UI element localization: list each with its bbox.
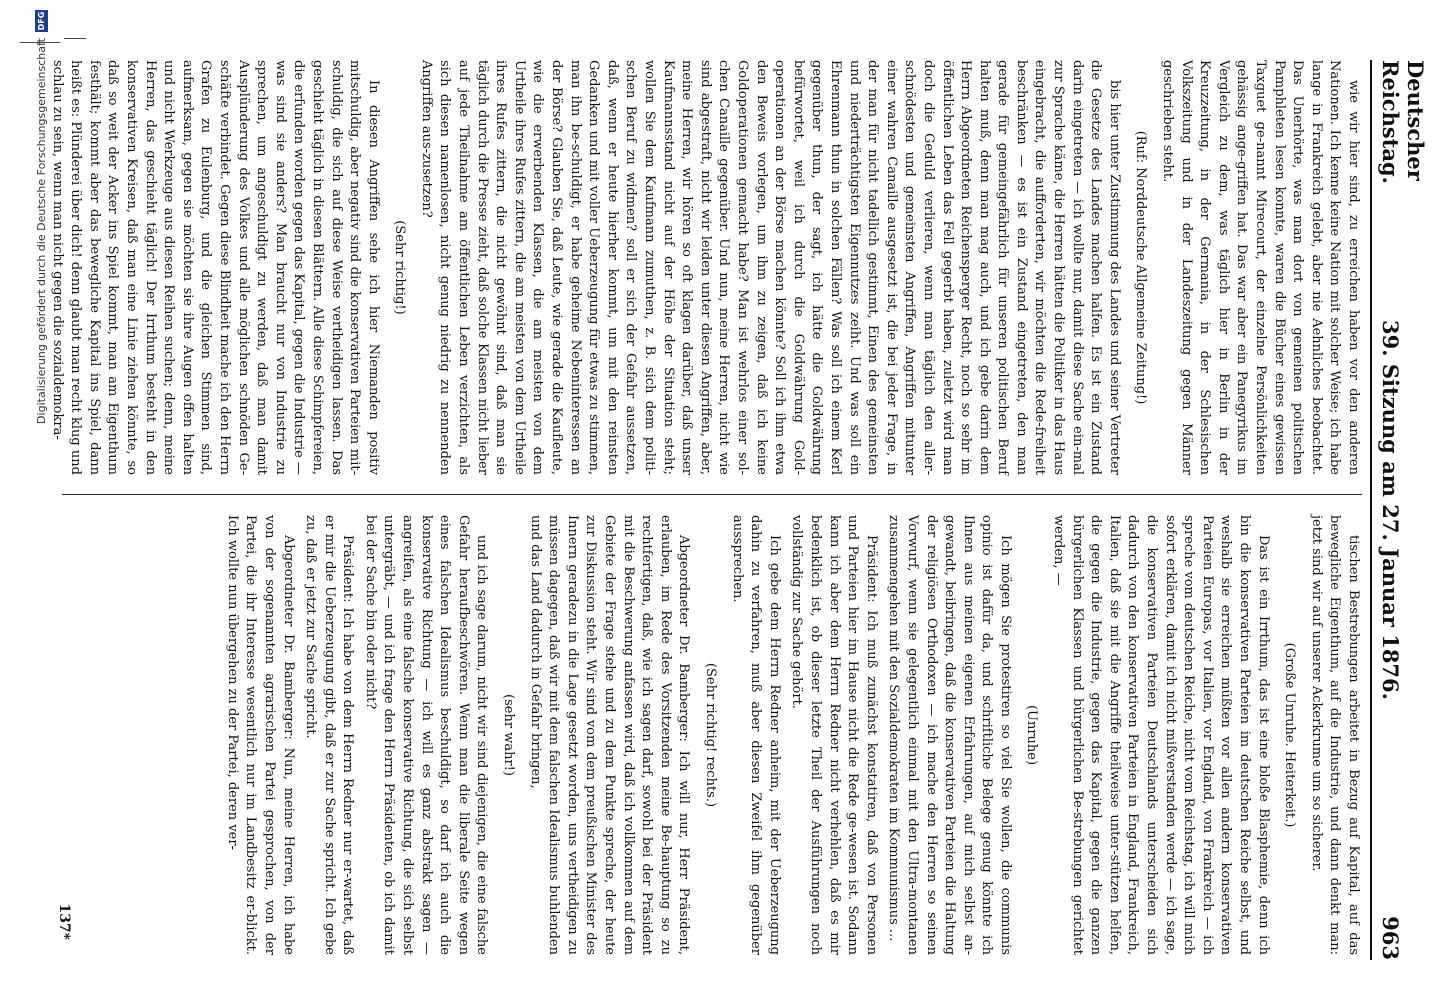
paragraph: Abgeordneter Dr. Bamberger: Nun, meine Herren, ich habe von der sogenannten agrarischen Partei gesprochen, von der Partei, die ihr Interesse wesentlich nur im Landbesitz er-blickt. Ich wollte nun übergehen zu der Partei, deren ver-	[224, 515, 296, 955]
paragraph: Präsident: Ich habe von dem Herrn Redner nur er-wartet, daß er mir die Ueberzeugung gibt, daß er zur Sache spricht. Ich gebe zu, daß er jetzt zur Sache spricht.	[303, 515, 356, 955]
dfg-logo-icon: DFG	[36, 11, 46, 31]
interjection: (Große Unruhe. Heiterkeit.)	[1282, 642, 1298, 828]
column-divider	[62, 494, 1362, 495]
right-column	[62, 515, 1362, 955]
paragraph: In diesen Angriffen sehe ich hier Niemanden positiv mitschuldig, aber negativ sind die konservativen Parteien mit-schuldig, die sich auf diese Weise vertheidigen lassen. Das geschieht täglich in diesen Blättern. Alle diese Schimpfereien, die erfunden worden gegen das Kapital, gegen die Industrie — was sind sie anders? Man braucht nur von Industrie zu sprechen, um angeschuldigt zu werden, daß man damit Ausplünderung des Volkes und alle möglichen schnöden Ge-schäfte verbindet. Gegen diese Blindheit mache ich den Herrn Grafen zu Eulenburg, und die gleichen Stimmen sind, aufmerksam, gegen sie möchten sie ihre Augen offen halten und nicht Werkzeuge aus diesen Reihen suchen; denn, meine Herren, das geschieht täglich! Der Irrthum besteht in den konservativen Kreisen, daß man eine Linie ziehen könnte, so daß so weit der Acker ins Spiel kommt, man am Eigenthum festhält; kommt aber das bewegliche Kapital ins Spiel, dann heißt es: Plünderei über dich! denn glaubt man recht klug und schlau zu sein, wenn man nicht gegen die sozialdemokra-	[49, 60, 381, 475]
left-column	[49, 60, 1362, 475]
interjection: (sehr wahr!)	[501, 694, 517, 776]
page-number: 963	[1378, 916, 1403, 960]
interjection: (Sehr richtig! rechts.)	[703, 662, 718, 808]
page-header	[1370, 60, 1428, 960]
interjection: (Ruf: Norddeutsche Allgemeine Zeitung!)	[1133, 130, 1149, 405]
paragraph: Ich gebe dem Herrn Redner anheim, mit der Ueberzeugung dahin zu verfahren, muß aber diesen Zweifel ihm gegenüber aussprechen.	[729, 515, 782, 955]
paragraph: bis hier unter Zustimmung des Landes und seiner Vertreter die Gesetze des Landes machen halfen. Es ist ein Zustand darin eingetreten — ich wollte nur, damit diese Sache ein-mal zur Sprache käme, die Herren hätten die Politiker in das Haus eingebracht, die aufforderten, wir möchten die Rede-freiheit beschränken — es ist ein Zustand eingetreten, den man gerade für gemeingefährlich für unseren politischen Beruf halten muß, denn man mag auch, und ich gebe darin dem Herrn Abgeordneten Reichensperger Recht, noch so sehr im öffentlichen Leben das Fell gegerbt haben, zuletzt wird man doch die Geduld verlieren, wenn man täglich den aller-schnödesten und gemeinsten Angriffen, Angriffen mitunter einer wahren Canaille ausgesetzt ist, die bei jeder Frage, in der man für nicht tadellich gestimmt, Einen des gemeinsten und niederträchtigsten Eigennutzes zeiht. Und was soll ein Ehrenmann thun in solchen Fällen? Was soll ich einem Kerl gegenüber thun, der sagt, ich hätte die Goldwährung befürwortet, weil ich durch die Goldwährung Gold-operationen an der Börse machen könnte? Soll ich ihm etwa den Beweis vorlegen, um ihm zu zeigen, daß ich keine Goldoperationen gemacht habe? Man ist wehrlos einer sol-chen Canaille gegenüber. Und nun, meine Herren, nicht wie sind abgestraft, nicht wir leiden unter diesen Angriffen, aber, meine Herren, wir hören so oft klagen darüber, daß unser Kaufmannsstand nicht auf der Höhe der Situation steht; wollen Sie dem Kaufmann zumuthen, z. B. sich dem politi-schen Beruf zu widmen? soll er sich der Gefahr aussetzen, daß, wenn er heute hierher kommt, um mit den reinsten Gedanken und mit voller Ueberzeugung für etwas zu stimmen, man ihn be-schuldigt, er habe geheime Nebeninteressen an der Börse? Glauben Sie, daß Leute, wie gerade die Kaufleute, wie die erwerbenden Klassen, die am meisten von dem Urtheile ihres Rufes zittern, die am meisten von dem Urtheile ihres Rufes zittern, die nicht gewöhnt sind, daß man sie täglich durch die Presse zieht, daß solche Klassen nicht lieber auf jede Theilnahme am öffentlichen Leben verzichten, als sich diesen namenlosen, nicht genug niedrig zu nennenden Angriffen aus-zusetzen?	[418, 60, 1122, 475]
paragraph: Präsident: Ich muß zunächst konstatiren, daß von Personen und Parteien hier im Hause nicht die Rede ge-wesen ist. Sodann kann ich aber dem Herrn Redner nicht verhehlen, daß es mir bedenklich ist, ob dieser letzte Theil der Ausführungen noch vollständig zur Sache gehört.	[789, 515, 879, 955]
credit-text: Digitalisierung gefördert durch die Deutsche Forschungsgemeinschaft	[34, 38, 48, 424]
digitization-credit	[26, 0, 56, 1000]
paragraph: wie wir hier sind, zu erreichen haben vor den anderen Nationen. Ich kenne keine Nation mit solcher Weise; ich habe lange in Frankreich gelebt, aber nie Aehnliches beobachtet. Das Unerhörte, was man dort von gemeinen politischen Pamphleten lesen konnte, waren die Bücher eines gewissen Taxguet ge-nannt Mirecourt, der einzelne Persönlichkeiten gehässig ange-griffen hat. Das war aber ein Panegyrikus im Vergleich zu dem, was täglich hier in Berlin in der Kreuzzeitung, in der Germania, in der Schlesischen Volkszeitung und in der Landeszeitung gegen Männer geschrieben steht.	[1160, 60, 1361, 475]
paragraph: Abgeordneter Dr. Bamberger: Ich will nur, Herr Präsident, erlauben, im Rede des Vorsitzenden meine Be-hauptung so zu rechtfertigen, daß, wie ich sagen darf, sowohl bei der Präsident mit die Beschwerung anfassen wird, daß ich vollkommen auf dem Gebiete der Frage stehe und zu dem Punkte spreche, der heute zur Diskussion steht. Wir sind vom dem preußischen Minister des Innern geradezu in die Lage gesetzt worden, uns vertheidigen zu müssen dagegen, daß wir mit dem falschen Idealismus buhlenden und das Land dadurch in Gefahr bringen,	[527, 515, 692, 955]
paragraph: Das ist ein Irrthum, das ist eine bloße Blasphemie, denn ich bin die konservativen Parteien im deutschen Reiche selbst, und weshalb sie erreichen müßten vor allen andern konservativen Parteien Europas, vor Italien, vor England, von Frankreich — ich spreche vom deutschen Reiche, nicht vom Reichstag, ich will mich sofort erklären, damit ich nicht mißverstanden werde — ich sage, die konservativen Parteien Deutschlands unterscheiden sich dadurch von den konservativen Parteien in England, Frankreich, Italien, daß sie mit die Angriffe theilweise unter-stützen helfen, die gegen die Industrie, gegen das Kapital, gegen die ganzen bürgerlichen Klassen und bürgerlichen Be-strebungen gerichtet werden, —	[1051, 515, 1271, 955]
header-session: 39. Sitzung am 27. Januar 1876.	[1378, 320, 1403, 700]
paragraph: Ich mögen Sie protestiren so viel Sie wollen, die communis opinio ist dafür da, und schriftliche Belege genug könnte ich Ihnen aus meinen eigenen Erfahrungen, auf mich selbst an-gewandt, beibringen, daß die konservativen Parteien die Haltung der religiösen Orthodoxen — ich mache den Herren so seinen Vorwurf, wenn sie gelegentlich einmal mit den Ultra-montanen zusammengehen mit den Sozialdemokraten im Kommunismus ...	[886, 515, 1013, 955]
interjection: (Unruhe)	[1024, 704, 1040, 766]
sheet-number: 137*	[56, 903, 72, 940]
paragraph: und ich sage darum, nicht wir sind diejenigen, die eine falsche Gefahr heraufbeschwören. Wenn man die liberale Seite wegen eines falschen Idealismus beschuldigt, so darf ich auch die konservative Richtung — ich will es ganz abstrakt sagen — angreifen, als eine falsche konservative Richtung, die sich selbst untergräbt, — und ich frage den Herrn Präsidenten, ob ich damit bei der Sache bin oder nicht?	[362, 515, 490, 955]
interjection: (Sehr richtig!)	[392, 220, 408, 315]
paragraph: tischen Bestrebungen arbeitet in Bezug auf Kapital, auf das bewegliche Eigenthum, auf die Industrie, und dann denkt man: jetzt sind wir auf unserer Ackerkrume um so sicherer.	[1308, 515, 1361, 955]
header-title: Deutscher Reichstag.	[1378, 60, 1428, 184]
